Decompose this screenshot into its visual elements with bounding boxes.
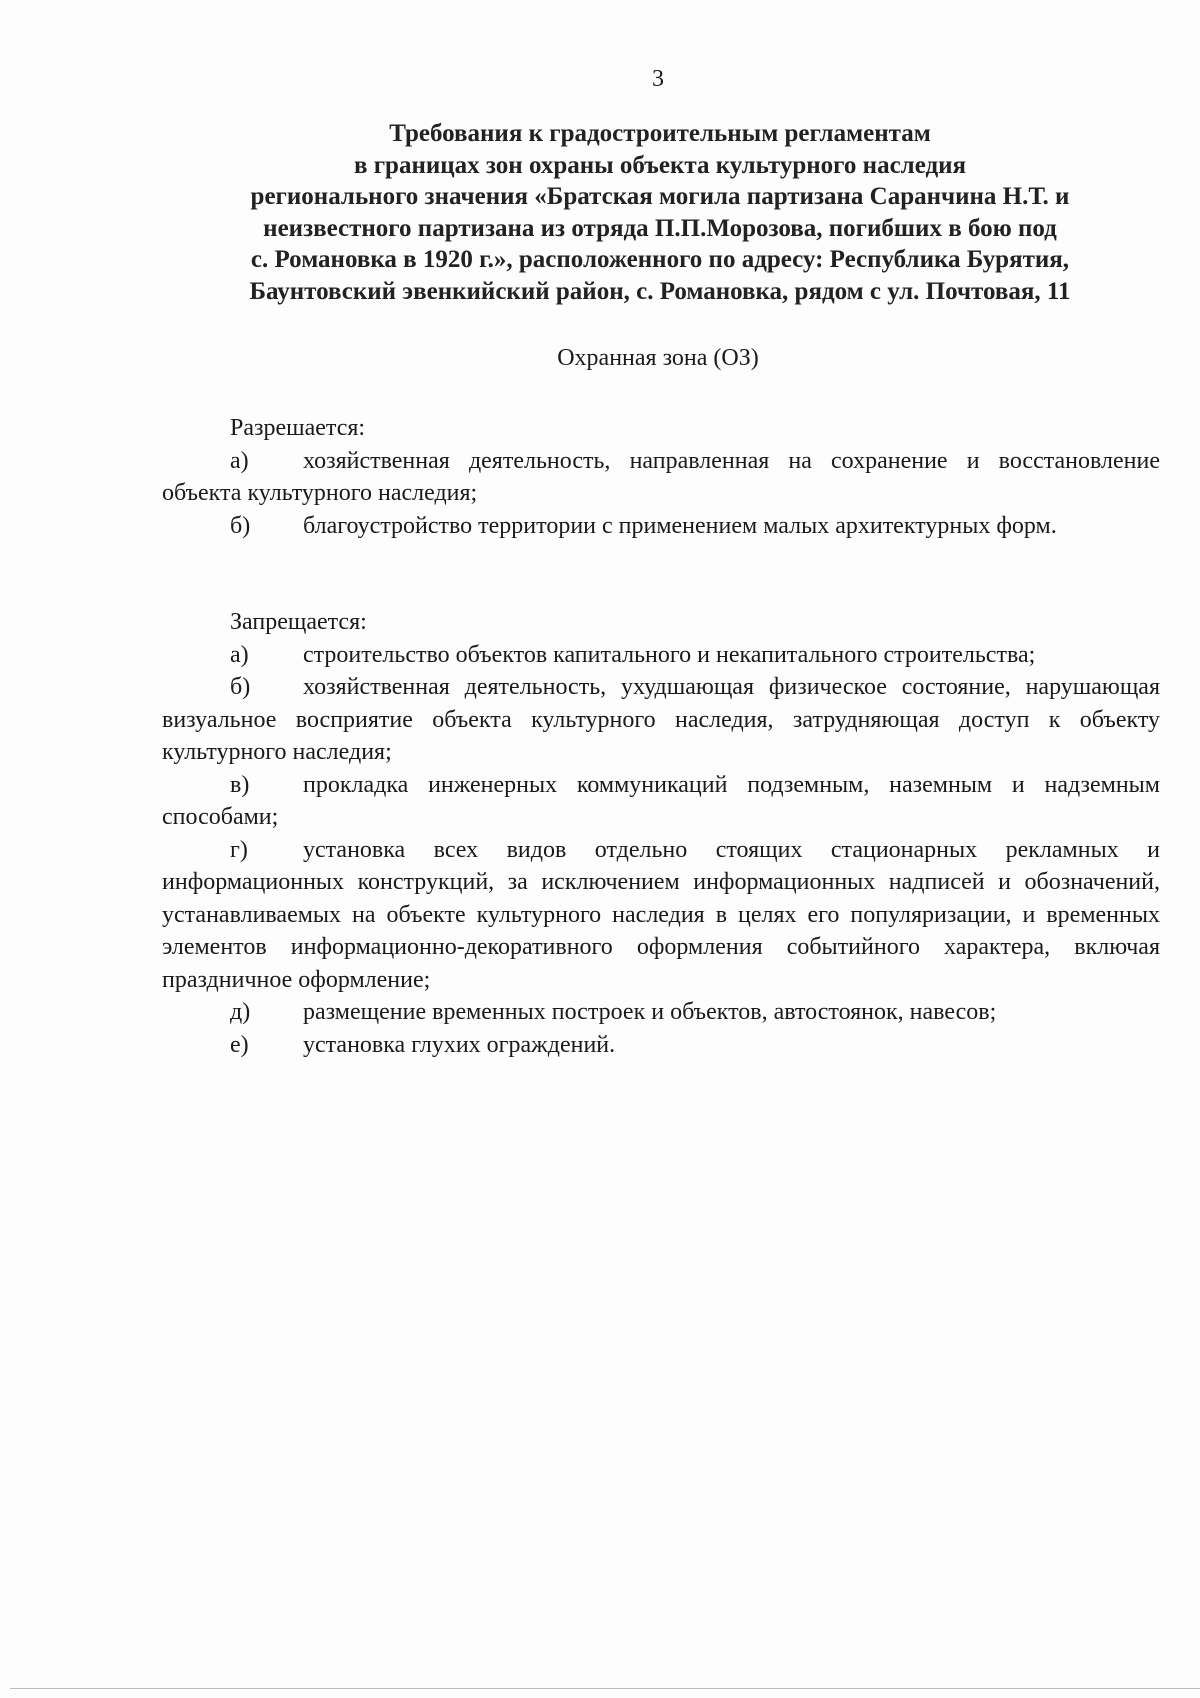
title-line: в границах зон охраны объекта культурного наследия — [353, 151, 967, 179]
list-item — [162, 834, 1160, 997]
title-line: с. Романовка в 1920 г.», расположенного по адресу: Республика Бурятия, — [250, 246, 1070, 273]
zone-heading: Охранная зона (ОЗ) — [557, 345, 759, 371]
item-marker: б) — [230, 674, 251, 700]
item-marker: е) — [230, 1031, 249, 1058]
allowed-section — [162, 412, 1160, 542]
item-marker: а) — [230, 447, 249, 474]
list-item — [162, 996, 1160, 1029]
title-line: неизвестного партизана из отряда П.П.Морозова, погибших в бою под — [263, 214, 1057, 242]
allowed-heading: Разрешается: — [230, 415, 366, 441]
item-text: благоустройство территории с применением малых архитектурных форм. — [303, 512, 1057, 539]
item-marker: г) — [230, 836, 248, 863]
item-text: установка всех видов отдельно стоящих стационарных рекламных и информационных конструкций, за исключением информационных надписей и обозначений, устанавливаемых на объекте культурного наследия в целях его популяризации, и временных элементов информационно-декоративного оформления событийного характера, включая праздничное оформление; — [162, 836, 1160, 993]
item-marker: д) — [230, 999, 251, 1025]
item-text: размещение временных построек и объектов, автостоянок, навесов; — [303, 999, 997, 1025]
list-item — [162, 769, 1160, 834]
item-text: строительство объектов капитального и некапитального строительства; — [303, 641, 1036, 668]
title-line: Требования к градостроительным регламентам — [389, 120, 931, 147]
item-marker: а) — [230, 641, 249, 668]
list-item — [162, 671, 1160, 769]
document-title — [160, 118, 1160, 307]
list-item — [162, 639, 1160, 672]
item-marker: в) — [230, 771, 250, 798]
list-item — [162, 445, 1160, 510]
item-text: хозяйственная деятельность, ухудшающая физическое состояние, нарушающая визуальное восприятие объекта культурного наследия, затрудняющая доступ к объекту культурного наследия; — [162, 674, 1160, 765]
forbidden-section — [162, 606, 1160, 1061]
title-line: Баунтовский эвенкийский район, с. Романовка, рядом с ул. Почтовая, 11 — [249, 277, 1071, 305]
title-line: регионального значения «Братская могила партизана Саранчина Н.Т. и — [250, 183, 1070, 210]
list-item — [162, 1029, 1160, 1062]
item-marker: б) — [230, 512, 251, 539]
item-text: установка глухих ограждений. — [303, 1031, 616, 1058]
scan-edge-divider — [10, 1688, 1200, 1689]
forbidden-heading: Запрещается: — [230, 609, 367, 635]
list-item — [162, 510, 1160, 543]
item-text: хозяйственная деятельность, направленная на сохранение и восстановление объекта культурного наследия; — [162, 447, 1160, 506]
item-text: прокладка инженерных коммуникаций подземным, наземным и надземным способами; — [162, 771, 1160, 830]
page-number: 3 — [652, 66, 664, 92]
